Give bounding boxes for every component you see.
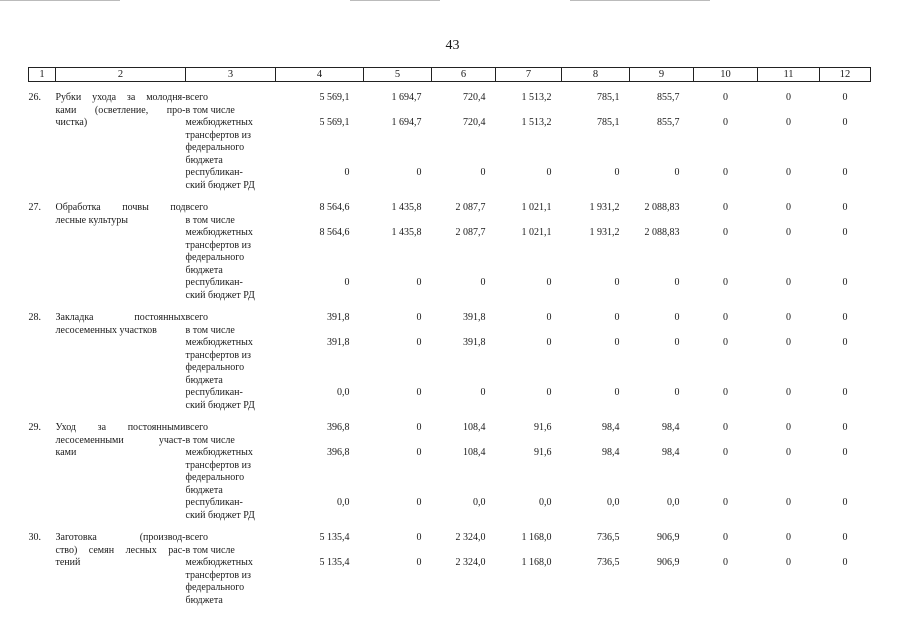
value-total: 0: [786, 312, 791, 323]
value-total: 91,6: [534, 422, 552, 433]
value-total: 5 135,4: [319, 532, 350, 543]
value-federal: 0: [723, 447, 728, 458]
value-republic: 0: [480, 387, 486, 398]
activity-name-line: ками (осветление, про-: [55, 104, 186, 116]
value-federal: 855,7: [657, 117, 680, 128]
value-total: 0: [842, 312, 848, 323]
label-total: всего: [185, 92, 209, 103]
value-total: 1 168,0: [521, 532, 552, 543]
value-federal: 0: [786, 117, 791, 128]
value-federal: 1 694,7: [391, 117, 422, 128]
value-republic: 0: [842, 387, 848, 398]
value-federal: 1 513,2: [521, 117, 552, 128]
activity-name-line: лесосеменных участков: [55, 324, 157, 336]
label-including: в том числе: [185, 544, 235, 556]
budget-table: [28, 67, 871, 607]
value-total: 1 021,1: [521, 202, 552, 213]
value-federal: 0: [723, 557, 728, 568]
label-total: всего: [185, 312, 209, 323]
table-row: [29, 422, 871, 522]
value-republic: 0,0: [607, 497, 620, 508]
label-federal: бюджета: [185, 154, 223, 166]
activity-name: [56, 532, 186, 607]
funding-source: [186, 532, 276, 607]
top-rule-mid: [350, 0, 440, 1]
label-including: в том числе: [185, 324, 235, 336]
value-federal: 0: [416, 557, 422, 568]
value-republic: 0: [786, 387, 791, 398]
value-total: 0: [786, 532, 791, 543]
value-total: 0: [416, 312, 422, 323]
value-total: 0: [786, 92, 791, 103]
value-total: 0: [723, 202, 728, 213]
value-total: 1 435,8: [391, 202, 422, 213]
value-republic: 0: [723, 277, 728, 288]
value-republic: 0,0: [337, 497, 350, 508]
column-header-11: 11: [758, 68, 820, 82]
value-republic: 0: [546, 167, 552, 178]
value-republic: 0: [416, 277, 422, 288]
value-federal: 0: [416, 447, 422, 458]
label-federal: бюджета: [185, 264, 223, 276]
value-federal: 108,4: [463, 447, 486, 458]
label-including: в том числе: [185, 434, 235, 446]
label-federal: федерального: [185, 252, 245, 263]
table-row: [29, 92, 871, 192]
column-header-5: 5: [364, 68, 432, 82]
value-total: 0: [842, 422, 848, 433]
value-republic: 0,0: [539, 497, 552, 508]
value-total: 391,8: [463, 312, 486, 323]
label-including: в том числе: [185, 214, 235, 226]
column-header-7: 7: [496, 68, 562, 82]
activity-name-line: Уход за постоянными: [55, 422, 186, 433]
value-total: 2 087,7: [455, 202, 486, 213]
value-federal: 0: [842, 117, 848, 128]
label-republic: республикан-: [185, 387, 243, 398]
label-republic: республикан-: [185, 277, 243, 288]
activity-name-line: тений: [55, 557, 81, 568]
label-federal: межбюджетных: [185, 117, 253, 128]
value-republic: 0: [614, 277, 620, 288]
label-federal: межбюджетных: [185, 447, 253, 458]
value-federal: 0: [546, 337, 552, 348]
value-republic: 0: [723, 167, 728, 178]
value-total: 720,4: [463, 92, 486, 103]
value-federal: 396,8: [327, 447, 350, 458]
value-republic: 0: [786, 167, 791, 178]
value-total: 98,4: [662, 422, 680, 433]
value-federal: 0: [842, 337, 848, 348]
value-total: 0: [786, 202, 791, 213]
value-total: 108,4: [463, 422, 486, 433]
value-total: 0: [416, 532, 422, 543]
value-total: 0: [786, 422, 791, 433]
label-republic: ский бюджет РД: [185, 179, 255, 191]
row-number: 27.: [28, 202, 41, 213]
value-total: 0: [674, 312, 680, 323]
value-federal: 2 087,7: [455, 227, 486, 238]
value-total: 8 564,6: [319, 202, 350, 213]
label-republic: ский бюджет РД: [185, 399, 255, 411]
value-republic: 0: [344, 277, 350, 288]
value-republic: 0: [344, 167, 350, 178]
value-republic: 0: [546, 277, 552, 288]
value-republic: 0: [674, 387, 680, 398]
row-number: 29.: [28, 422, 41, 433]
label-federal: бюджета: [185, 594, 223, 606]
value-total: 0: [723, 92, 728, 103]
value-total: 0: [416, 422, 422, 433]
label-federal: бюджета: [185, 484, 223, 496]
label-federal: межбюджетных: [185, 227, 253, 238]
value-total: 0: [614, 312, 620, 323]
value-total: 5 569,1: [319, 92, 350, 103]
value-republic: 0: [786, 497, 791, 508]
label-federal: федерального: [185, 472, 245, 483]
value-republic: 0: [842, 277, 848, 288]
value-total: 396,8: [327, 422, 350, 433]
value-total: 0: [842, 202, 848, 213]
value-republic: 0: [480, 167, 486, 178]
activity-name: [56, 422, 186, 522]
table-row: [29, 202, 871, 302]
table-row: [29, 532, 871, 607]
top-rule-right: [570, 0, 710, 1]
column-header-1: 1: [29, 68, 56, 82]
value-republic: 0,0: [337, 387, 350, 398]
row-number: 26.: [28, 92, 41, 103]
value-total: 0: [723, 312, 728, 323]
value-federal: 0: [723, 227, 728, 238]
value-total: 736,5: [597, 532, 620, 543]
value-federal: 736,5: [597, 557, 620, 568]
value-total: 785,1: [597, 92, 620, 103]
label-federal: межбюджетных: [185, 557, 253, 568]
value-republic: 0: [786, 277, 791, 288]
column-header-4: 4: [276, 68, 364, 82]
value-federal: 2 088,83: [644, 227, 680, 238]
value-total: 906,9: [657, 532, 680, 543]
funding-source: [186, 312, 276, 412]
value-republic: 0: [416, 167, 422, 178]
label-republic: ский бюджет РД: [185, 289, 255, 301]
value-total: 1 694,7: [391, 92, 422, 103]
value-republic: 0: [416, 497, 422, 508]
value-federal: 1 021,1: [521, 227, 552, 238]
funding-source: [186, 422, 276, 522]
activity-name-line: Заготовка (производ-: [55, 532, 186, 543]
value-federal: 1 168,0: [521, 557, 552, 568]
column-header-8: 8: [562, 68, 630, 82]
value-federal: 391,8: [327, 337, 350, 348]
value-republic: 0: [674, 277, 680, 288]
label-total: всего: [185, 202, 209, 213]
page-number: 43: [445, 38, 460, 53]
value-federal: 0: [786, 337, 791, 348]
column-header-3: 3: [186, 68, 276, 82]
label-republic: республикан-: [185, 167, 243, 178]
column-header-9: 9: [630, 68, 694, 82]
value-federal: 2 324,0: [455, 557, 486, 568]
value-republic: 0,0: [473, 497, 486, 508]
value-total: 0: [723, 422, 728, 433]
value-federal: 0: [842, 557, 848, 568]
column-number-header: [29, 68, 871, 82]
activity-name: [56, 312, 186, 412]
label-federal: трансфертов из: [185, 569, 251, 581]
funding-source: [186, 202, 276, 302]
label-federal: трансфертов из: [185, 459, 251, 471]
table-row: [29, 312, 871, 412]
value-federal: 1 435,8: [391, 227, 422, 238]
value-federal: 98,4: [662, 447, 680, 458]
activity-name-line: ками: [55, 447, 77, 458]
label-including: в том числе: [185, 104, 235, 116]
column-header-2: 2: [56, 68, 186, 82]
label-republic: республикан-: [185, 497, 243, 508]
value-republic: 0: [416, 387, 422, 398]
value-federal: 785,1: [597, 117, 620, 128]
activity-name: [56, 92, 186, 192]
value-federal: 0: [723, 117, 728, 128]
label-federal: трансфертов из: [185, 129, 251, 141]
value-republic: 0: [546, 387, 552, 398]
value-total: 1 513,2: [521, 92, 552, 103]
row-number: 30.: [28, 532, 41, 543]
value-federal: 5 135,4: [319, 557, 350, 568]
label-total: всего: [185, 532, 209, 543]
value-republic: 0: [674, 167, 680, 178]
label-federal: трансфертов из: [185, 239, 251, 251]
value-federal: 0: [723, 337, 728, 348]
column-header-6: 6: [432, 68, 496, 82]
value-federal: 0: [842, 447, 848, 458]
value-federal: 98,4: [602, 447, 620, 458]
value-total: 0: [842, 532, 848, 543]
value-total: 98,4: [602, 422, 620, 433]
row-number: 28.: [28, 312, 41, 323]
activity-name-line: лесные культуры: [55, 214, 129, 226]
value-total: 855,7: [657, 92, 680, 103]
value-republic: 0: [614, 387, 620, 398]
value-republic: 0: [842, 497, 848, 508]
value-federal: 0: [786, 557, 791, 568]
value-republic: 0: [723, 387, 728, 398]
value-total: 2 088,83: [644, 202, 680, 213]
value-federal: 0: [416, 337, 422, 348]
value-total: 391,8: [327, 312, 350, 323]
value-total: 2 324,0: [455, 532, 486, 543]
value-federal: 0: [786, 447, 791, 458]
value-total: 0: [546, 312, 552, 323]
label-republic: ский бюджет РД: [185, 509, 255, 521]
value-republic: 0: [480, 277, 486, 288]
value-federal: 0: [842, 227, 848, 238]
value-republic: 0,0: [667, 497, 680, 508]
value-federal: 1 931,2: [589, 227, 620, 238]
column-header-12: 12: [820, 68, 871, 82]
value-republic: 0: [842, 167, 848, 178]
label-federal: федерального: [185, 362, 245, 373]
value-total: 0: [842, 92, 848, 103]
value-federal: 906,9: [657, 557, 680, 568]
value-total: 1 931,2: [589, 202, 620, 213]
activity-name-line: лесосеменными участ-: [55, 434, 186, 446]
value-federal: 8 564,6: [319, 227, 350, 238]
funding-source: [186, 92, 276, 192]
label-federal: межбюджетных: [185, 337, 253, 348]
value-federal: 0: [614, 337, 620, 348]
label-federal: федерального: [185, 142, 245, 153]
value-federal: 391,8: [463, 337, 486, 348]
value-federal: 91,6: [534, 447, 552, 458]
activity-name-line: Закладка постоянных: [55, 312, 186, 323]
top-rule-left: [0, 0, 120, 1]
activity-name-line: ство) семян лесных рас-: [55, 544, 186, 556]
activity-name-line: Обработка почвы под: [55, 202, 186, 213]
label-federal: федерального: [185, 582, 245, 593]
value-republic: 0: [614, 167, 620, 178]
activity-name: [56, 202, 186, 302]
label-total: всего: [185, 422, 209, 433]
label-federal: бюджета: [185, 374, 223, 386]
value-total: 0: [723, 532, 728, 543]
value-federal: 0: [786, 227, 791, 238]
value-federal: 5 569,1: [319, 117, 350, 128]
column-header-10: 10: [694, 68, 758, 82]
activity-name-line: Рубки ухода за молодня-: [55, 92, 186, 103]
activity-name-line: чистка): [55, 117, 88, 128]
value-federal: 0: [674, 337, 680, 348]
value-republic: 0: [723, 497, 728, 508]
value-federal: 720,4: [463, 117, 486, 128]
label-federal: трансфертов из: [185, 349, 251, 361]
